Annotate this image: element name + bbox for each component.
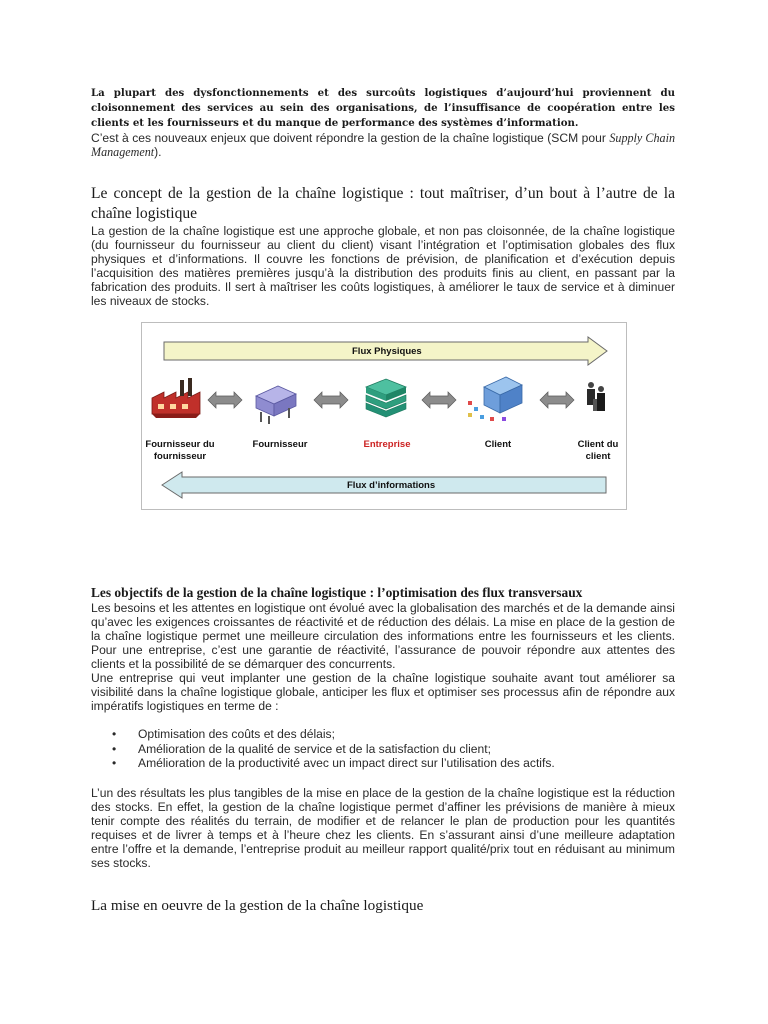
node-label-client-of-client-1: Client du xyxy=(577,439,619,450)
exchange-arrow-1 xyxy=(208,392,242,408)
intro-text-start: C’est à ces nouveaux enjeux que doivent répondre la gestion de la chaîne logistique (SCM pour xyxy=(91,131,610,145)
factory-icon xyxy=(152,378,200,418)
list-item: • Optimisation des coûts et des délais; xyxy=(91,727,675,742)
people-icon xyxy=(587,382,605,411)
list-item: • Amélioration de la productivité avec un impact direct sur l’utilisation des actifs. xyxy=(91,756,675,771)
exchange-arrow-4 xyxy=(540,392,574,408)
node-label-supplier-of-supplier-2: fournisseur xyxy=(153,451,207,462)
intro-paragraph: La plupart des dysfonctionnements et des surcoûts logistiques d’aujourd’hui proviennent du cloisonnement des services au sein des organisations, de l’insuffisance de coopération entre les clients et les fournisseurs et du manque de performance des systèmes d’information. xyxy=(91,87,675,129)
information-flow-label: Flux d’informations xyxy=(347,480,436,491)
section-1-title: Le concept de la gestion de la chaîne logistique : tout maîtriser, d’un bout à l’autre de la chaîne logistique xyxy=(91,185,675,222)
objectives-list xyxy=(91,727,675,771)
supply-chain-diagram xyxy=(141,322,627,510)
section-3-title: La mise en oeuvre de la gestion de la chaîne logistique xyxy=(91,896,424,914)
information-flow-arrow xyxy=(162,472,606,498)
node-label-client: Client xyxy=(484,439,512,450)
node-label-client-of-client-2: client xyxy=(585,451,611,462)
stack-icon xyxy=(366,379,406,417)
intro-text-end: ). xyxy=(154,145,162,159)
node-label-supplier-of-supplier-1: Fournisseur du xyxy=(145,439,215,450)
supplier-icon xyxy=(256,386,296,424)
intro-text-italic: Supply Chain Management xyxy=(91,131,675,159)
node-label-enterprise: Entreprise xyxy=(363,439,411,450)
list-item: • Amélioration de la qualité de service et de la satisfaction du client; xyxy=(91,742,675,757)
intro-scm-paragraph xyxy=(91,131,675,159)
section-2-body-3: L’un des résultats les plus tangibles de la mise en place de la gestion de la chaîne logistique est la réduction des stocks. En effet, la gestion de la chaîne logistique permet d’affiner les prévisions de manière à mieux tenir compte des réalités du terrain, de modifier et de relancer le plan de production pour les quantités requises et de livrer à temps et à l’heure chez les clients. En s’assurant ainsi d’une meilleure adaptation entre l’offre et la demande, l’entreprise produit au meilleur rapport qualité/prix tout en réduisant au minimum ses stocks. xyxy=(91,785,675,870)
physical-flow-label: Flux Physiques xyxy=(352,346,422,357)
node-label-supplier: Fournisseur xyxy=(252,439,308,450)
document-page xyxy=(91,86,675,308)
exchange-arrow-2 xyxy=(314,392,348,408)
section-1-body: La gestion de la chaîne logistique est une approche globale, et non pas cloisonnée, de la chaîne logistique (du fournisseur du fournisseur au client du client) visant l’intégration et l’optimisation globales des flux physiques et d’informations. Il couvre les fonctions de prévision, de planification et d’exécution depuis l’acquisition des matières premières jusqu’à la distribution des produits finis au client, en passant par la fabrication des produits. Il sert à maîtriser les coûts logistiques, à améliorer le taux de service et à diminuer les niveaux de stocks. xyxy=(91,224,675,308)
section-2-body-2: Une entreprise qui veut implanter une gestion de la chaîne logistique souhaite avant tout améliorer sa visibilité dans la chaîne logistique globale, anticiper les flux et optimiser ses processus afin de répondre aux impératifs logistiques en terme de : xyxy=(91,671,675,713)
physical-flow-arrow xyxy=(164,337,607,365)
section-2-body-1: Les besoins et les attentes en logistique ont évolué avec la globalisation des marchés et de la demande ainsi qu’avec les exigences croissantes de réactivité et de réduction des délais. La mise en place de la gestion de la chaîne logistique permet une meilleure circulation des informations entre les fournisseurs et les clients. Pour une entreprise, c’est une garantie de réactivité, l’assurance de pouvoir répondre aux attentes des clients et la possibilité de se démarquer des concurrents. xyxy=(91,601,675,671)
objectives-section xyxy=(91,584,675,916)
exchange-arrow-3 xyxy=(422,392,456,408)
warehouse-icon xyxy=(468,377,522,421)
section-2-title: Les objectifs de la gestion de la chaîne logistique : l’optimisation des flux transversaux xyxy=(91,585,583,600)
